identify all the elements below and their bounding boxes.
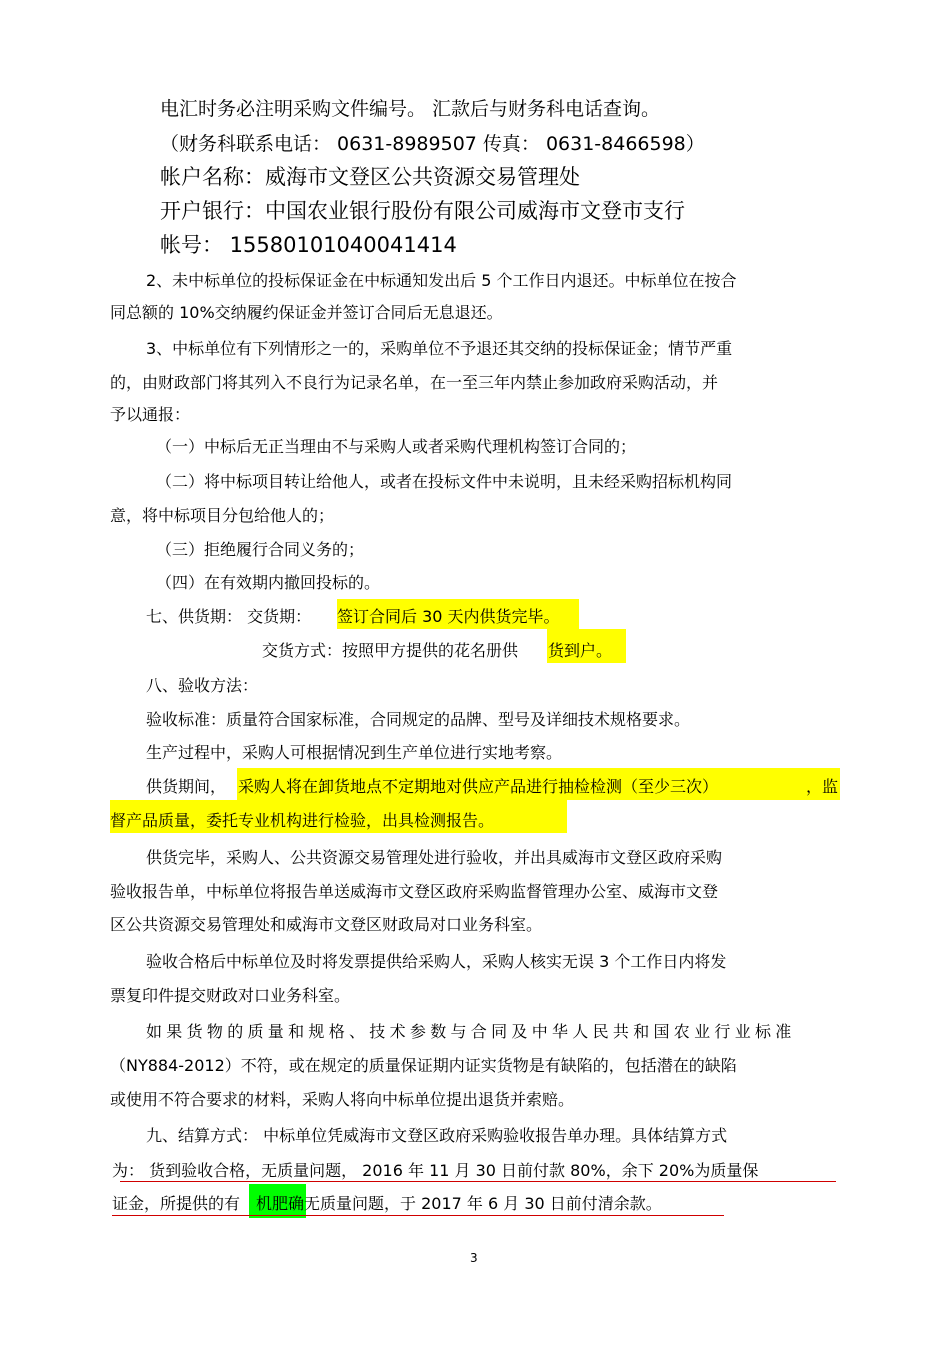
paragraph-line: 区公共资源交易管理处和威海市文登区财政局对口业务科室。 (110, 915, 543, 934)
settlement-text: 为： 货到验收合格，无质量问题， 2016 年 11 月 30 日前付款 80%，余下 20%为质量保 (112, 1161, 759, 1180)
section-settlement: 九、结算方式： 中标单位凭威海市文登区政府采购验收报告单办理。具体结算方式 (146, 1126, 728, 1145)
paragraph-line: 或使用不符合要求的材料，采购人将向中标单位提出退货并索赔。 (110, 1090, 575, 1109)
wire-note: 电汇时务必注明采购文件编号。 汇款后与财务科电话查询。 (160, 98, 661, 120)
red-underline (112, 1215, 724, 1216)
list-item: （三）拒绝履行合同义务的； (156, 540, 365, 559)
paragraph-line: 票复印件提交财政对口业务科室。 (110, 986, 351, 1005)
paragraph-line: 同总额的 10%交纳履约保证金并签订合同后无息退还。 (110, 303, 503, 322)
highlighted-fertilizer-text: 机肥确 (256, 1194, 305, 1213)
paragraph-line: 供货期间， (146, 777, 227, 796)
paragraph-line: 验收合格后中标单位及时将发票提供给采购人，采购人核实无误 3 个工作日内将发 (146, 952, 727, 971)
paragraph-line: 3、中标单位有下列情形之一的，采购单位不予退还其交纳的投标保证金；情节严重 (146, 339, 733, 358)
finance-phone: （财务科联系电话： 0631-8989507 传真： 0631-8466598） (160, 133, 705, 155)
section-acceptance: 八、验收方法： (146, 676, 259, 695)
settlement-text-part: 无质量问题，于 2017 年 6 月 30 日前付清余款。 (304, 1194, 662, 1213)
bank-name: 开户银行：中国农业银行股份有限公司威海市文登市支行 (160, 199, 685, 223)
paragraph-line: 供货完毕，采购人、公共资源交易管理处进行验收，并出具威海市文登区政府采购 (146, 848, 723, 867)
paragraph-line: 如果货物的质量和规格、技术参数与合同及中华人民共和国农业行业标准 (146, 1022, 796, 1041)
section-supply-period: 七、供货期： 交货期： (146, 607, 312, 626)
inspection-text-cont: 督产品质量，委托专业机构进行检验，出具检测报告。 (110, 811, 495, 830)
paragraph-line: 生产过程中，采购人可根据情况到生产单位进行实地考察。 (146, 743, 563, 762)
delivery-method-text: 货到户。 (548, 641, 613, 660)
paragraph-line: （NY884-2012）不符，或在规定的质量保证期内证实货物是有缺陷的，包括潜在的缺陷 (110, 1056, 737, 1075)
list-item: 意，将中标项目分包给他人的； (110, 506, 335, 525)
delivery-period-text: 签订合同后 30 天内供货完毕。 (337, 607, 560, 626)
list-item: （一）中标后无正当理由不与采购人或者采购代理机构签订合同的； (156, 437, 637, 456)
paragraph-line: 予以通报： (110, 405, 191, 424)
red-underline (120, 1181, 836, 1182)
page-number: 3 (470, 1251, 478, 1265)
inspection-text-end: ，监 (806, 777, 839, 796)
account-number: 帐号： 15580101040041414 (160, 233, 457, 257)
paragraph-line: 验收标准：质量符合国家标准，合同规定的品牌、型号及详细技术规格要求。 (146, 710, 691, 729)
delivery-method-label: 交货方式：按照甲方提供的花名册供 (262, 641, 519, 660)
paragraph-line: 的，由财政部门将其列入不良行为记录名单，在一至三年内禁止参加政府采购活动，并 (110, 373, 719, 392)
settlement-text-part: 证金，所提供的有 (112, 1194, 241, 1213)
account-name: 帐户名称：威海市文登区公共资源交易管理处 (160, 165, 580, 189)
list-item: （二）将中标项目转让给他人，或者在投标文件中未说明，且未经采购招标机构同 (156, 472, 733, 491)
inspection-text: 采购人将在卸货地点不定期地对供应产品进行抽检检测（至少三次） (238, 777, 719, 796)
list-item: （四）在有效期内撤回投标的。 (156, 573, 381, 592)
paragraph-line: 验收报告单，中标单位将报告单送威海市文登区政府采购监督管理办公室、威海市文登 (110, 882, 719, 901)
paragraph-line: 2、未中标单位的投标保证金在中标通知发出后 5 个工作日内退还。中标单位在按合 (146, 271, 737, 290)
